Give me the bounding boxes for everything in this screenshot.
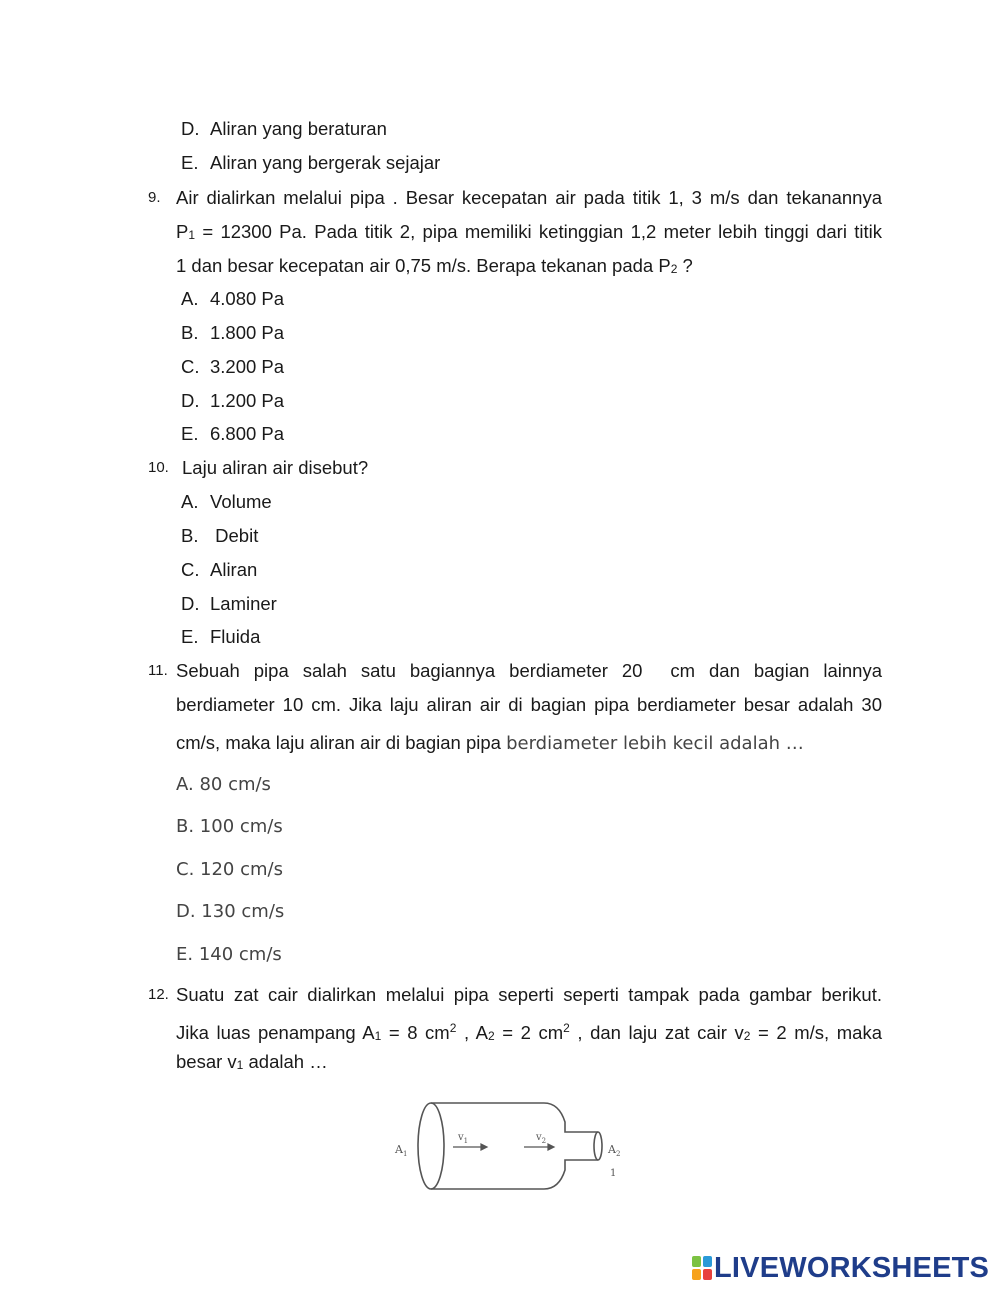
q12-text-line3: besar v1 adalah …	[176, 1051, 328, 1072]
label-a2: $A_2$	[608, 1143, 621, 1158]
q9-option-a[interactable]: A. 4.080 Pa	[181, 288, 285, 309]
q9-option-c[interactable]: C. 3.200 Pa	[181, 356, 285, 377]
label-v2: $v_2$	[536, 1132, 547, 1145]
q9-option-d[interactable]: D. 1.200 Pa	[181, 390, 285, 411]
q12-text-line1: Suatu zat cair dialirkan melalui pipa seperti seperti tampak pada gambar berikut.	[176, 984, 882, 1005]
pipe-large-opening	[418, 1103, 444, 1189]
q10-option-d[interactable]: D. Laminer	[181, 593, 277, 614]
label-a1: $A_1$	[395, 1143, 408, 1158]
q10-option-a[interactable]: A. Volume	[181, 491, 272, 512]
q9-text-line1: Air dialirkan melalui pipa . Besar kecepatan air pada titik 1, 3 m/s dan tekanannya	[176, 187, 882, 208]
q10-text: Laju aliran air disebut?	[182, 457, 369, 478]
q11-text-line3: cm/s, maka laju aliran air di bagian pipa berdiameter lebih kecil adalah …	[176, 732, 804, 754]
q9-option-e[interactable]: E. 6.800 Pa	[181, 423, 285, 444]
q10-number: 10.	[148, 459, 169, 476]
q9-text-line2: P1 = 12300 Pa. Pada titik 2, pipa memiliki ketinggian 1,2 meter lebih tinggi dari titik	[176, 221, 882, 242]
q9-number: 9.	[148, 189, 161, 206]
q9-option-b[interactable]: B. 1.800 Pa	[181, 322, 285, 343]
q11-option-b[interactable]: B. 100 cm/s	[176, 816, 283, 837]
q9-text-line3: 1 dan besar kecepatan air 0,75 m/s. Berapa tekanan pada P2 ?	[176, 255, 693, 276]
q12-number: 12.	[148, 986, 169, 1003]
liveworksheets-logo-text: LIVEWORKSHEETS	[714, 1252, 990, 1284]
arrow-head-v1	[481, 1144, 487, 1150]
q8-option-e[interactable]: E. Aliran yang bergerak sejajar	[181, 152, 441, 173]
q10-option-c[interactable]: C. Aliran	[181, 559, 258, 580]
q11-option-e[interactable]: E. 140 cm/s	[176, 944, 282, 965]
q8-option-d[interactable]: D. Aliran yang beraturan	[181, 118, 387, 139]
q11-text-line2: berdiameter 10 cm. Jika laju aliran air di bagian pipa berdiameter besar adalah 30	[176, 694, 882, 715]
q11-option-d[interactable]: D. 130 cm/s	[176, 901, 285, 922]
q11-option-c[interactable]: C. 120 cm/s	[176, 859, 283, 880]
q11-text-line1: Sebuah pipa salah satu bagiannya berdiameter 20 cm dan bagian lainnya	[176, 660, 882, 681]
liveworksheets-logo[interactable]	[692, 1252, 989, 1284]
q10-option-e[interactable]: E. Fluida	[181, 626, 261, 647]
pipe-small-opening	[594, 1132, 602, 1160]
label-one: 1	[610, 1168, 617, 1179]
arrow-head-v2	[548, 1144, 554, 1150]
label-v1: $v_1$	[458, 1132, 469, 1145]
pipe-body-outline	[431, 1103, 598, 1189]
q10-option-b[interactable]: B. Debit	[181, 525, 259, 546]
liveworksheets-logo-icon	[692, 1256, 714, 1280]
q12-text-line2: Jika luas penampang A1 = 8 $cm^2$ , A2 = 2 $cm^2$ , dan laju zat cair v2 = 2 m/s, maka	[176, 1021, 882, 1043]
q11-option-a[interactable]: A. 80 cm/s	[176, 774, 271, 795]
q11-number: 11.	[148, 662, 168, 679]
pipe-diagram	[386, 1094, 636, 1198]
